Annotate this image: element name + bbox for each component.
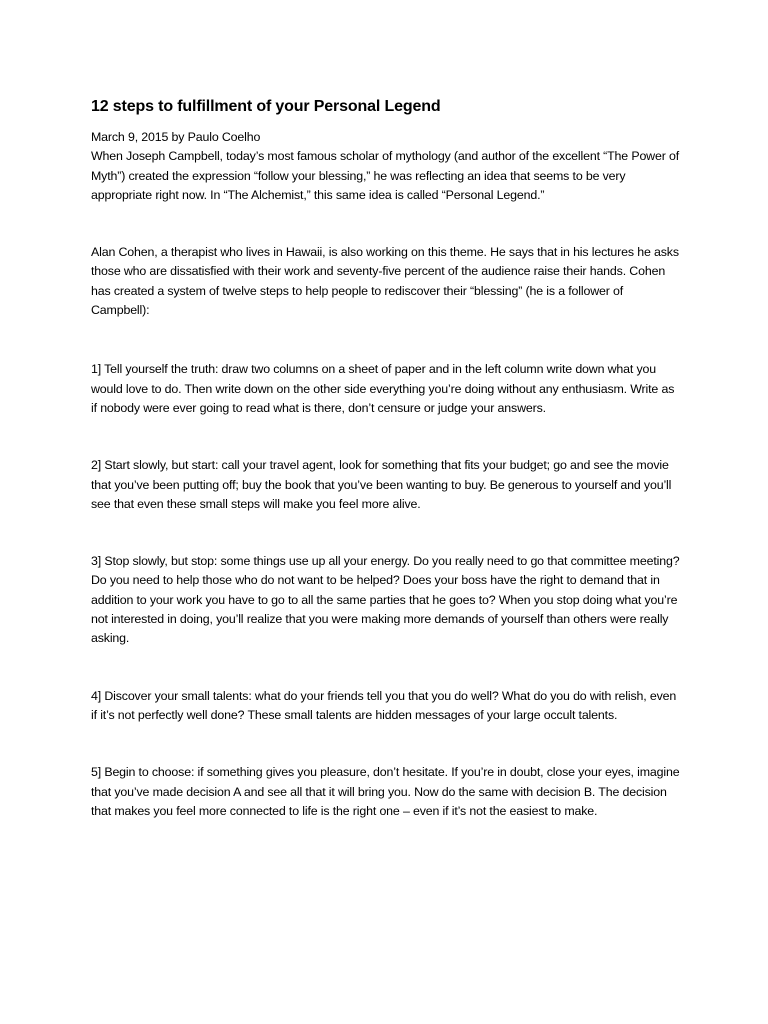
intro-paragraph: When Joseph Campbell, today’s most famous scholar of mythology (and author of the excellent “The Power of Myth”) created the expression “follow your blessing,” he was reflecting an idea that seems to be very appropriate right now. In “The Alchemist,” this same idea is called “Personal Legend.” xyxy=(91,149,680,202)
document-page xyxy=(91,96,681,859)
step-3-paragraph: 3] Stop slowly, but stop: some things use up all your energy. Do you really need to go that committee meeting? Do you need to help those who do not want to be helped? Does your boss have the right to demand that in addition to your work you have to go to all the same parties that he goes to? When you stop doing what you’re not interested in doing, you’ll realize that you were making more demands of yourself than others were really asking. xyxy=(91,554,680,646)
article-title: 12 steps to fulfillment of your Personal Legend xyxy=(91,98,441,115)
step-1-paragraph: 1] Tell yourself the truth: draw two columns on a sheet of paper and in the left column write down what you would love to do. Then write down on the other side everything you’re doing without any enthusiasm. Write as if nobody were ever going to read what is there, don’t censure or judge your answers. xyxy=(91,362,675,415)
step-4-paragraph: 4] Discover your small talents: what do your friends tell you that you do well? What do you do with relish, even if it’s not perfectly well done? These small talents are hidden messages of your large occult talents. xyxy=(91,688,677,722)
step-5-paragraph: 5] Begin to choose: if something gives you pleasure, don’t hesitate. If you’re in doubt, close your eyes, imagine that you’ve made decision A and see all that it will bring you. Now do the same with decision B. The decision that makes you feel more connected to life is the right one – even if it’s not the easiest to make. xyxy=(91,765,680,818)
step-2-paragraph: 2] Start slowly, but start: call your travel agent, look for something that fits your budget; go and see the movie that you’ve been putting off; buy the book that you’ve been wanting to buy. Be generous to yourself and you’ll see that even these small steps will make you feel more alive. xyxy=(91,458,672,511)
cohen-paragraph: Alan Cohen, a therapist who lives in Hawaii, is also working on this theme. He says that in his lectures he asks those who are dissatisfied with their work and seventy-five percent of the audience raise their hands. Cohen has created a system of twelve steps to help people to rediscover their “blessing” (he is a follower of Campbell): xyxy=(91,245,679,318)
article-byline: March 9, 2015 by Paulo Coelho xyxy=(91,130,261,144)
